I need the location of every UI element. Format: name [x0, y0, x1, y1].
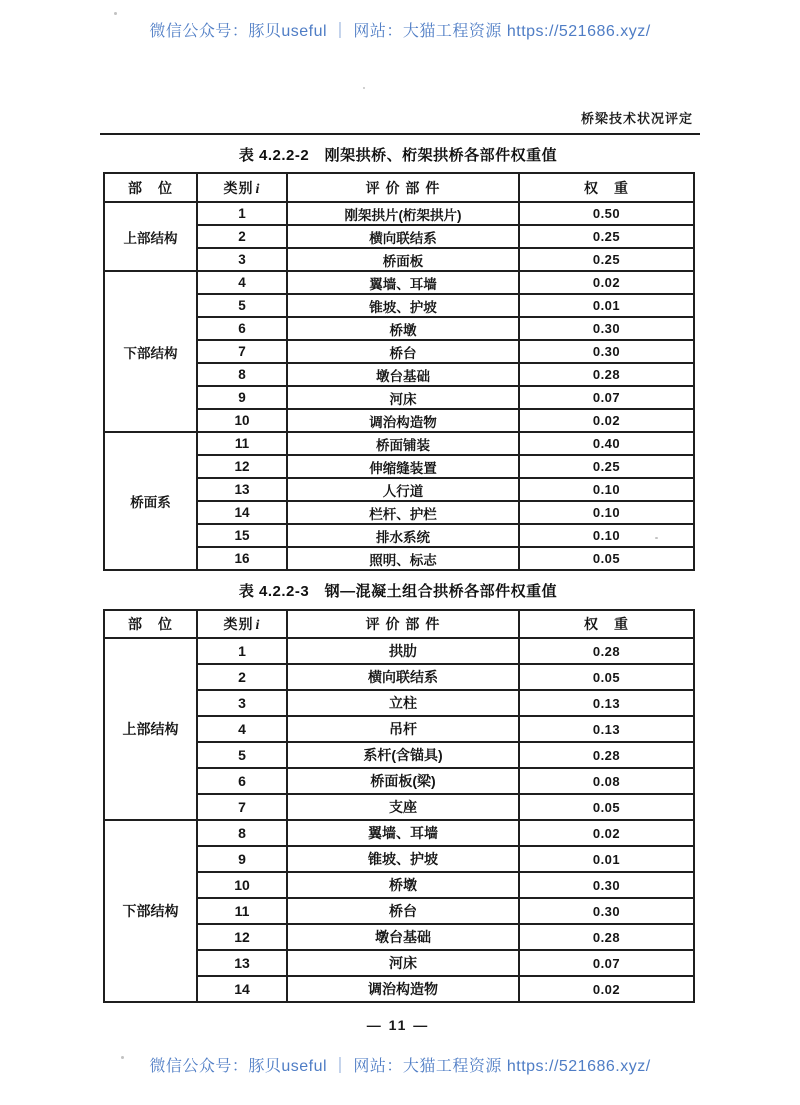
part-group-cell: 下部结构 [104, 820, 197, 1002]
watermark-bottom: 微信公众号：豚贝useful ｜ 网站：大猫工程资源 https://521686.xyz/ [149, 1058, 651, 1075]
running-head [100, 108, 693, 127]
component-cell: 支座 [287, 794, 519, 820]
component-cell: 翼墙、耳墙 [287, 820, 519, 846]
category-cell: 7 [197, 794, 287, 820]
weight-table-4-2-2-3 [103, 609, 695, 1003]
category-cell: 2 [197, 225, 287, 248]
component-cell: 排水系统 [287, 524, 519, 547]
category-cell: 8 [197, 363, 287, 386]
col-header-category-label: 类别 [223, 616, 254, 632]
category-cell: 10 [197, 409, 287, 432]
component-cell: 横向联结系 [287, 225, 519, 248]
category-cell: 16 [197, 547, 287, 570]
table-row [104, 820, 694, 846]
table-header-row [104, 173, 694, 202]
component-cell: 系杆(含锚具) [287, 742, 519, 768]
category-cell: 11 [197, 898, 287, 924]
component-cell: 桥台 [287, 340, 519, 363]
weight-cell: 0.30 [519, 340, 694, 363]
col-header-category-var: i [255, 181, 261, 197]
category-cell: 6 [197, 768, 287, 794]
weight-cell: 0.05 [519, 664, 694, 690]
component-cell: 吊杆 [287, 716, 519, 742]
weight-cell: 0.07 [519, 386, 694, 409]
weight-cell: 0.13 [519, 716, 694, 742]
scan-speck [363, 87, 365, 89]
weight-cell: 0.25 [519, 225, 694, 248]
component-cell: 翼墙、耳墙 [287, 271, 519, 294]
category-cell: 5 [197, 742, 287, 768]
category-cell: 3 [197, 690, 287, 716]
table2-title: 表 4.2.2-3 钢—混凝土组合拱桥各部件权重值 [238, 583, 558, 600]
page-number: — 11 — [366, 1017, 430, 1033]
table-header-row [104, 610, 694, 638]
component-cell: 桥面板(梁) [287, 768, 519, 794]
weight-cell: 0.05 [519, 547, 694, 570]
component-cell: 河床 [287, 950, 519, 976]
category-cell: 3 [197, 248, 287, 271]
col-header-category [197, 173, 287, 202]
table-row [104, 432, 694, 455]
component-cell: 桥墩 [287, 317, 519, 340]
category-cell: 1 [197, 638, 287, 664]
weight-cell: 0.10 [519, 524, 694, 547]
component-cell: 桥墩 [287, 872, 519, 898]
component-cell: 河床 [287, 386, 519, 409]
weight-cell: 0.02 [519, 409, 694, 432]
category-cell: 7 [197, 340, 287, 363]
weight-cell: 0.13 [519, 690, 694, 716]
weight-cell: 0.02 [519, 820, 694, 846]
weight-cell: 0.30 [519, 872, 694, 898]
category-cell: 1 [197, 202, 287, 225]
weight-cell: 0.25 [519, 455, 694, 478]
category-cell: 14 [197, 501, 287, 524]
category-cell: 2 [197, 664, 287, 690]
weight-cell: 0.10 [519, 501, 694, 524]
weight-cell: 0.28 [519, 742, 694, 768]
weight-cell: 0.30 [519, 898, 694, 924]
weight-cell: 0.28 [519, 363, 694, 386]
col-header-category-label: 类别 [223, 179, 254, 196]
weight-cell: 0.25 [519, 248, 694, 271]
category-cell: 14 [197, 976, 287, 1002]
component-cell: 桥面板 [287, 248, 519, 271]
category-cell: 13 [197, 478, 287, 501]
part-group-cell: 上部结构 [104, 638, 197, 820]
component-cell: 伸缩缝装置 [287, 455, 519, 478]
category-cell: 9 [197, 846, 287, 872]
component-cell: 桥台 [287, 898, 519, 924]
weight-cell: 0.40 [519, 432, 694, 455]
weight-cell: 0.28 [519, 924, 694, 950]
category-cell: 15 [197, 524, 287, 547]
weight-cell: 0.10 [519, 478, 694, 501]
category-cell: 4 [197, 716, 287, 742]
page-content [103, 146, 693, 1033]
component-cell: 墩台基础 [287, 924, 519, 950]
category-cell: 12 [197, 924, 287, 950]
component-cell: 立柱 [287, 690, 519, 716]
weight-cell: 0.08 [519, 768, 694, 794]
component-cell: 桥面铺装 [287, 432, 519, 455]
weight-cell: 0.02 [519, 271, 694, 294]
component-cell: 照明、标志 [287, 547, 519, 570]
weight-table-4-2-2-2 [103, 172, 695, 571]
running-title: 桥梁技术状况评定 [580, 111, 693, 126]
category-cell: 12 [197, 455, 287, 478]
weight-cell: 0.28 [519, 638, 694, 664]
table-row [104, 638, 694, 664]
col-header-category-var: i [255, 618, 261, 633]
component-cell: 栏杆、护栏 [287, 501, 519, 524]
col-header-weight: 权 重 [519, 173, 694, 202]
scan-speck [114, 12, 117, 15]
category-cell: 5 [197, 294, 287, 317]
col-header-part: 部 位 [104, 173, 197, 202]
watermark-top: 微信公众号：豚贝useful ｜ 网站：大猫工程资源 https://521686.xyz/ [149, 23, 651, 40]
component-cell: 墩台基础 [287, 363, 519, 386]
category-cell: 6 [197, 317, 287, 340]
part-group-cell: 下部结构 [104, 271, 197, 432]
component-cell: 调治构造物 [287, 409, 519, 432]
weight-cell: 0.50 [519, 202, 694, 225]
weight-cell: 0.07 [519, 950, 694, 976]
category-cell: 10 [197, 872, 287, 898]
component-cell: 横向联结系 [287, 664, 519, 690]
col-header-weight: 权 重 [519, 610, 694, 638]
component-cell: 刚架拱片(桁架拱片) [287, 202, 519, 225]
col-header-category [197, 610, 287, 638]
weight-cell: 0.30 [519, 317, 694, 340]
component-cell: 调治构造物 [287, 976, 519, 1002]
part-group-cell: 桥面系 [104, 432, 197, 570]
component-cell: 锥坡、护坡 [287, 846, 519, 872]
category-cell: 9 [197, 386, 287, 409]
weight-cell: 0.01 [519, 294, 694, 317]
col-header-component: 评 价 部 件 [287, 173, 519, 202]
table1-title: 表 4.2.2-2 刚架拱桥、桁架拱桥各部件权重值 [238, 147, 558, 164]
weight-cell: 0.05 [519, 794, 694, 820]
category-cell: 4 [197, 271, 287, 294]
weight-cell: 0.01 [519, 846, 694, 872]
col-header-part: 部 位 [104, 610, 197, 638]
col-header-component: 评 价 部 件 [287, 610, 519, 638]
category-cell: 11 [197, 432, 287, 455]
weight-cell: 0.02 [519, 976, 694, 1002]
part-group-cell: 上部结构 [104, 202, 197, 271]
table-row [104, 271, 694, 294]
component-cell: 拱肋 [287, 638, 519, 664]
component-cell: 锥坡、护坡 [287, 294, 519, 317]
header-rule [100, 133, 700, 135]
table-row [104, 202, 694, 225]
category-cell: 8 [197, 820, 287, 846]
category-cell: 13 [197, 950, 287, 976]
component-cell: 人行道 [287, 478, 519, 501]
